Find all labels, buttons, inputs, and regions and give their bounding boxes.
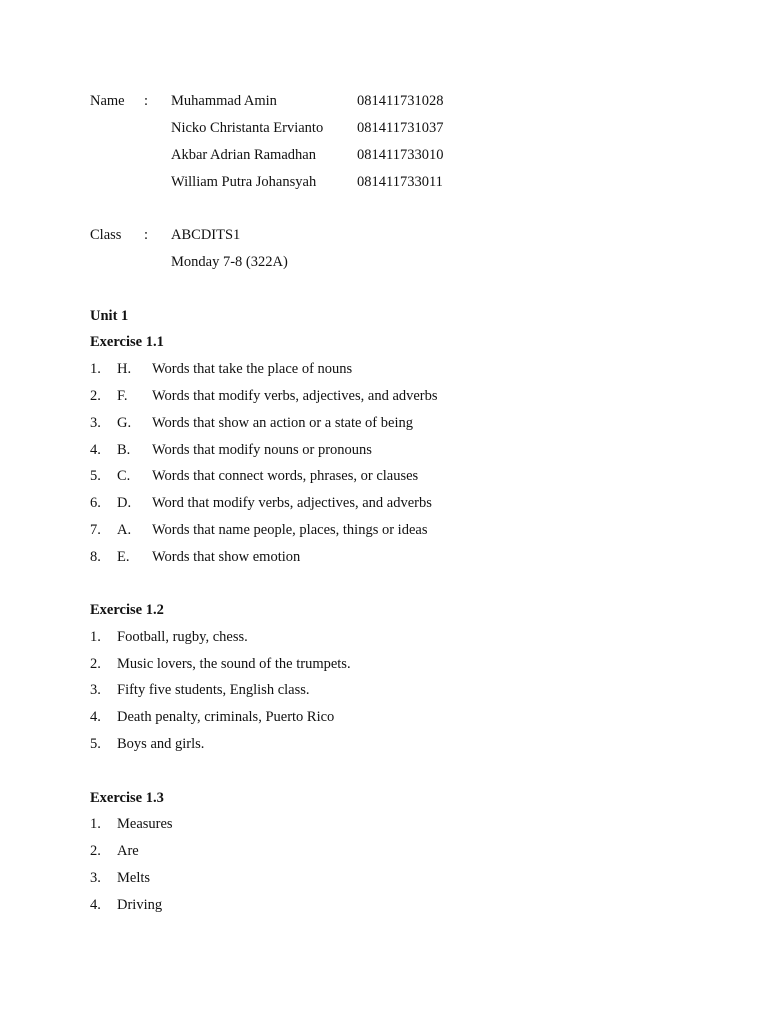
item-text: Melts [117,870,151,886]
item-number: 4. [90,897,101,913]
item-text: Are [117,843,139,859]
item-text: Death penalty, criminals, Puerto Rico [117,709,335,725]
item-text: Words that name people, places, things or ideas [152,522,428,538]
item-text: Football, rugby, chess. [117,629,248,645]
exercise-title: Exercise 1.2 [90,602,164,618]
item-number: 3. [90,415,101,431]
item-text: Measures [117,816,173,832]
item-number: 3. [90,870,101,886]
item-number: 2. [90,656,101,672]
item-text: Words that connect words, phrases, or clauses [152,468,419,484]
item-number: 1. [90,629,101,645]
item-number: 3. [90,682,101,698]
exercise-title: Exercise 1.3 [90,790,164,806]
item-answer-letter: F. [117,388,128,404]
member-name: Nicko Christanta Ervianto [171,120,324,136]
item-number: 4. [90,442,101,458]
class-label: Class [90,227,122,243]
name-colon: : [144,93,149,109]
item-answer-letter: C. [117,468,131,484]
item-text: Music lovers, the sound of the trumpets. [117,656,351,672]
member-name: Muhammad Amin [171,93,277,109]
item-answer-letter: B. [117,442,131,458]
item-answer-letter: A. [117,522,132,538]
item-number: 7. [90,522,101,538]
member-id: 081411731028 [357,93,444,109]
member-name: Akbar Adrian Ramadhan [171,147,316,163]
item-number: 6. [90,495,101,511]
name-label: Name [90,93,125,109]
member-name: William Putra Johansyah [171,174,317,190]
item-answer-letter: H. [117,361,132,377]
item-answer-letter: E. [117,549,130,565]
item-number: 5. [90,468,101,484]
class-code: ABCDITS1 [171,227,241,243]
item-text: Words that modify nouns or pronouns [152,442,372,458]
item-number: 2. [90,843,101,859]
item-number: 2. [90,388,101,404]
item-number: 1. [90,361,101,377]
class-colon: : [144,227,149,243]
item-text: Words that modify verbs, adjectives, and adverbs [152,388,438,404]
item-number: 1. [90,816,101,832]
member-id: 081411733011 [357,174,443,190]
member-id: 081411731037 [357,120,444,136]
item-text: Driving [117,897,163,913]
item-text: Words that take the place of nouns [152,361,353,377]
item-number: 5. [90,736,101,752]
item-text: Fifty five students, English class. [117,682,310,698]
member-id: 081411733010 [357,147,444,163]
item-answer-letter: G. [117,415,132,431]
item-answer-letter: D. [117,495,132,511]
unit-title: Unit 1 [90,308,129,324]
item-text: Words that show an action or a state of being [152,415,413,431]
item-text: Word that modify verbs, adjectives, and adverbs [152,495,432,511]
class-schedule: Monday 7-8 (322A) [171,254,288,270]
item-number: 4. [90,709,101,725]
item-number: 8. [90,549,101,565]
item-text: Boys and girls. [117,736,205,752]
exercise-title: Exercise 1.1 [90,334,164,350]
item-text: Words that show emotion [152,549,301,565]
